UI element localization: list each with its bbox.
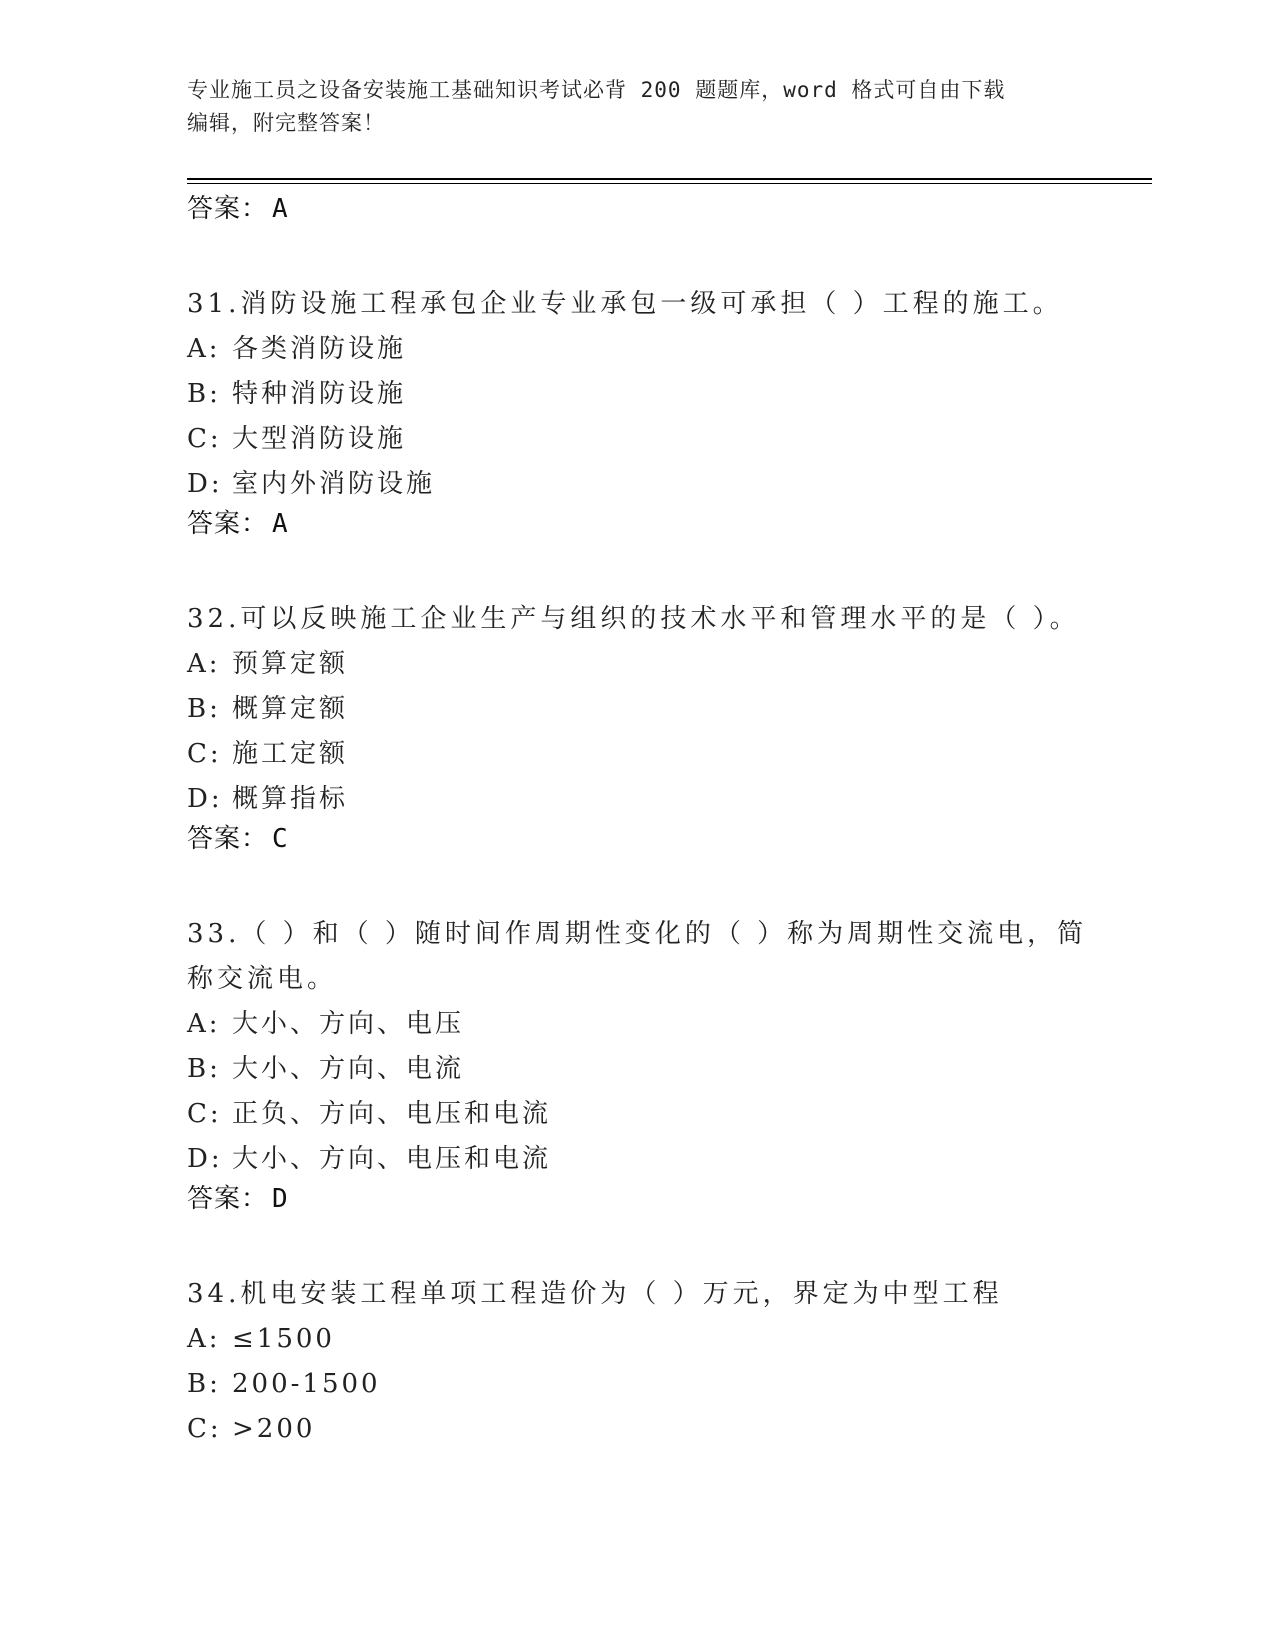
question-list [187, 192, 1147, 1452]
option-letter: B: [187, 379, 221, 409]
answer-label: 答案： [187, 509, 269, 539]
option-c [187, 1407, 1147, 1452]
answer-label: 答案： [187, 1184, 269, 1214]
option-letter: C: [187, 1414, 222, 1444]
answer-line [187, 192, 1147, 226]
question-text: 31.消防设施工程承包企业专业承包一级可承担（ ）工程的施工。 [187, 289, 1063, 319]
option-b [187, 372, 1147, 417]
answer-line [187, 507, 1147, 541]
option-text: 大型消防设施 [232, 424, 407, 454]
option-text: 特种消防设施 [232, 379, 407, 409]
option-c [187, 732, 1147, 777]
question-text: 32.可以反映施工企业生产与组织的技术水平和管理水平的是（ ）。 [187, 604, 1080, 634]
option-text: 大小、方向、电压和电流 [232, 1144, 552, 1174]
option-c [187, 417, 1147, 462]
option-letter: A: [187, 1009, 221, 1039]
option-letter: D: [187, 1144, 223, 1174]
option-text: 室内外消防设施 [232, 469, 436, 499]
header-line-1: 专业施工员之设备安装施工基础知识考试必背 200 题题库，word 格式可自由下载 [187, 78, 1006, 102]
option-letter: B: [187, 1369, 221, 1399]
question-34 [187, 1272, 1147, 1452]
question-text-line-1: 33.（ ）和（ ）随时间作周期性变化的（ ）称为周期性交流电，简 [187, 919, 1088, 949]
option-text: 各类消防设施 [232, 334, 407, 364]
option-letter: A: [187, 1324, 221, 1354]
document-header [187, 74, 1067, 140]
answer-line [187, 1182, 1147, 1216]
answer-label: 答案： [187, 824, 269, 854]
option-d [187, 462, 1147, 507]
option-text: 施工定额 [232, 739, 349, 769]
option-d [187, 777, 1147, 822]
answer-value: C [272, 824, 289, 854]
option-letter: C: [187, 739, 222, 769]
option-text: 预算定额 [232, 649, 349, 679]
answer-value: A [272, 509, 289, 539]
option-b [187, 687, 1147, 732]
option-letter: B: [187, 694, 221, 724]
option-b [187, 1362, 1147, 1407]
option-d [187, 1137, 1147, 1182]
question-text: 34.机电安装工程单项工程造价为（ ）万元，界定为中型工程 [187, 1279, 1003, 1309]
option-text: 概算指标 [232, 784, 349, 814]
header-rule-thick [187, 178, 1152, 180]
option-text: ≤1500 [232, 1324, 335, 1354]
option-letter: D: [187, 784, 223, 814]
option-text: 大小、方向、电压 [232, 1009, 465, 1039]
option-letter: D: [187, 469, 223, 499]
option-c [187, 1092, 1147, 1137]
question-text-line-2: 称交流电。 [187, 964, 338, 994]
option-letter: A: [187, 334, 221, 364]
option-a [187, 1002, 1147, 1047]
option-text: >200 [232, 1414, 316, 1444]
option-text: 概算定额 [232, 694, 349, 724]
answer-line [187, 822, 1147, 856]
option-a [187, 1317, 1147, 1362]
question-32 [187, 597, 1147, 856]
option-a [187, 327, 1147, 372]
option-letter: C: [187, 424, 222, 454]
option-letter: C: [187, 1099, 222, 1129]
option-text: 正负、方向、电压和电流 [232, 1099, 552, 1129]
answer-value: D [272, 1184, 289, 1214]
option-a [187, 642, 1147, 687]
question-33 [187, 912, 1147, 1216]
option-text: 200-1500 [232, 1369, 381, 1399]
question-31 [187, 282, 1147, 541]
answer-label: 答案： [187, 194, 269, 224]
option-b [187, 1047, 1147, 1092]
option-text: 大小、方向、电流 [232, 1054, 465, 1084]
header-line-2: 编辑，附完整答案！ [187, 111, 385, 135]
option-letter: A: [187, 649, 221, 679]
option-letter: B: [187, 1054, 221, 1084]
answer-value: A [272, 194, 289, 224]
header-rule-thin [187, 183, 1152, 184]
